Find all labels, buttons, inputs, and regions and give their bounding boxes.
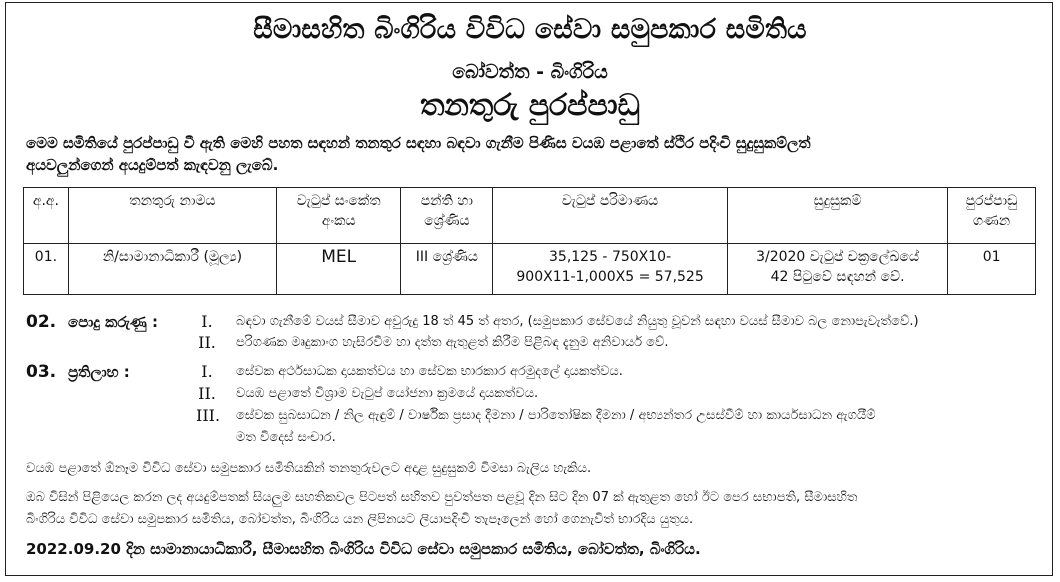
section-3-item-3-text: සේවක සුබසාධන / නිල ඇඳුම් / වාර්ෂික ප්‍රසාද දීමනා / පාරිතෝෂික දීමනා / අභ්‍යන්තර උසස්වීම් හා කාර්යසාධන ඇගයීම්	[236, 408, 876, 423]
section-2-item-2-numeral: II.	[198, 333, 216, 352]
cell-vacancies: 01	[948, 244, 1036, 295]
vacancy-table	[23, 187, 1036, 295]
society-title: සීමාසහිත බිංගිරිය විවිධ සේවා සමුපකාර සමිතිය	[253, 14, 807, 45]
col-header-no: අ.අ.	[24, 188, 69, 244]
cell-class: III ශ්‍රේණිය	[401, 244, 493, 295]
cell-qualifications: 3/2020 වැටුප් චක්‍රලේඛයේ 42 පිටුවේ සඳහන් වේ.	[727, 244, 947, 295]
cell-salary-scale: 35,125 - 750X10- 900X11-1,000X5 = 57,525	[493, 244, 728, 295]
col-header-salary-scale: වැටුප් පරිමාණය	[493, 188, 728, 244]
cell-no: 01.	[24, 244, 69, 295]
intro-line-2: අයවලුන්ගෙන් අයදුම්පත් කැඳවනු ලැබේ.	[26, 156, 279, 174]
notice-heading: තනතුරු පුරප්පාඩු	[420, 88, 640, 123]
section-3-item-1-numeral: I.	[201, 362, 213, 381]
society-location: බෝවත්ත - බිංගිරිය	[452, 61, 608, 83]
section-3-number: 03.	[26, 362, 57, 382]
section-3-item-3-numeral: III.	[196, 406, 221, 425]
col-header-post: තනතුරු නාමය	[68, 188, 276, 244]
col-header-salary-code: වැටුප් සංකේත අංකය	[276, 188, 400, 244]
section-3-item-2-numeral: II.	[198, 384, 216, 403]
col-header-class: පන්ති හා ශ්‍රේණිය	[401, 188, 493, 244]
section-3-item-1-text: සේවක අර්ථසාධක දායකත්වය හා සේවක භාරකාර අරමුදලේ දායකත්වය.	[236, 364, 623, 379]
section-2-item-2-text: පරිගණක මෘදුකාංග හැසිරවීම හා දත්ත ඇතුළත් කිරීම පිළිබඳ දැනුම අනිවාර්ය වේ.	[236, 335, 669, 350]
section-2-title: පොදු කරුණු :	[68, 313, 158, 331]
paragraph-application-line-1: ඔබ විසින් පිළියෙල කරන ලද අයදුම්පතක් සියලුම සහතිකවල පිටපත් සහිතව පුවත්පත පළවූ දින සිට දින 07 ක් ඇතුළත හෝ ඊට පෙර සභාපති, සීමාසහිත	[26, 490, 858, 505]
intro-line-1: මෙම සමිතියේ පුරප්පාඩු වී ඇති මෙහි පහත සඳහන් තනතුර සඳහා බඳවා ගැනීම පිණිස වයඹ පළාතේ ස්ථිර පදිංචි සුදුසුකම්ලත්	[26, 134, 811, 152]
paragraph-application-line-2: බිංගිරිය විවිධ සේවා සමුපකාර සමිතිය, බෝවත්ත, බිංගිරිය යන ලිපිනයට ලියාපදිංචි තැපෑලෙන් හෝ ගෙනැවිත් භාරදිය යුතුය.	[26, 512, 694, 527]
paragraph-qualifications-info: වයඹ පළාතේ ඕනෑම විවිධ සේවා සමුපකාර සමිතියකින් තනතුරුවලට අදාළ සුදුසුකම් විමසා බැලිය හැකිය.	[26, 461, 592, 476]
col-header-qualifications: සුදුසුකම්	[727, 188, 947, 244]
cell-salary-code: MEL	[276, 244, 400, 295]
section-3-item-3-text-cont: මත විදෙස් සංචාර.	[236, 430, 336, 445]
section-2-item-1-text: බඳවා ගැනීමේ වයස් සීමාව අවුරුදු 18 ත් 45 ත් අතර, (සමුපකාර සේවයේ නියුතු වූවන් සඳහා වයස් සීමාව බල නොපැවැත්වේ.)	[236, 314, 919, 329]
table-row	[24, 244, 1036, 295]
signature-line: 2022.09.20 දින සාමානායාධිකාරී, සීමාසහිත බිංගිරිය විවිධ සේවා සමුපකාර සමිතිය, බෝවත්ත, බිංගිරිය.	[26, 540, 701, 558]
cell-post: නි/සාමානාධිකාරී (මූල්‍ය)	[68, 244, 276, 295]
section-2-item-1-numeral: I.	[201, 312, 213, 331]
col-header-vacancies: පුරප්පාඩු ගණන	[948, 188, 1036, 244]
section-3-title: ප්‍රතිලාභ :	[68, 363, 130, 381]
section-2-number: 02.	[26, 312, 57, 332]
section-3-item-2-text: වයඹ පළාතේ විශ්‍රාම වැටුප් යෝජනා ක්‍රමයේ දායකත්වය.	[236, 386, 539, 401]
table-header-row	[24, 188, 1036, 244]
